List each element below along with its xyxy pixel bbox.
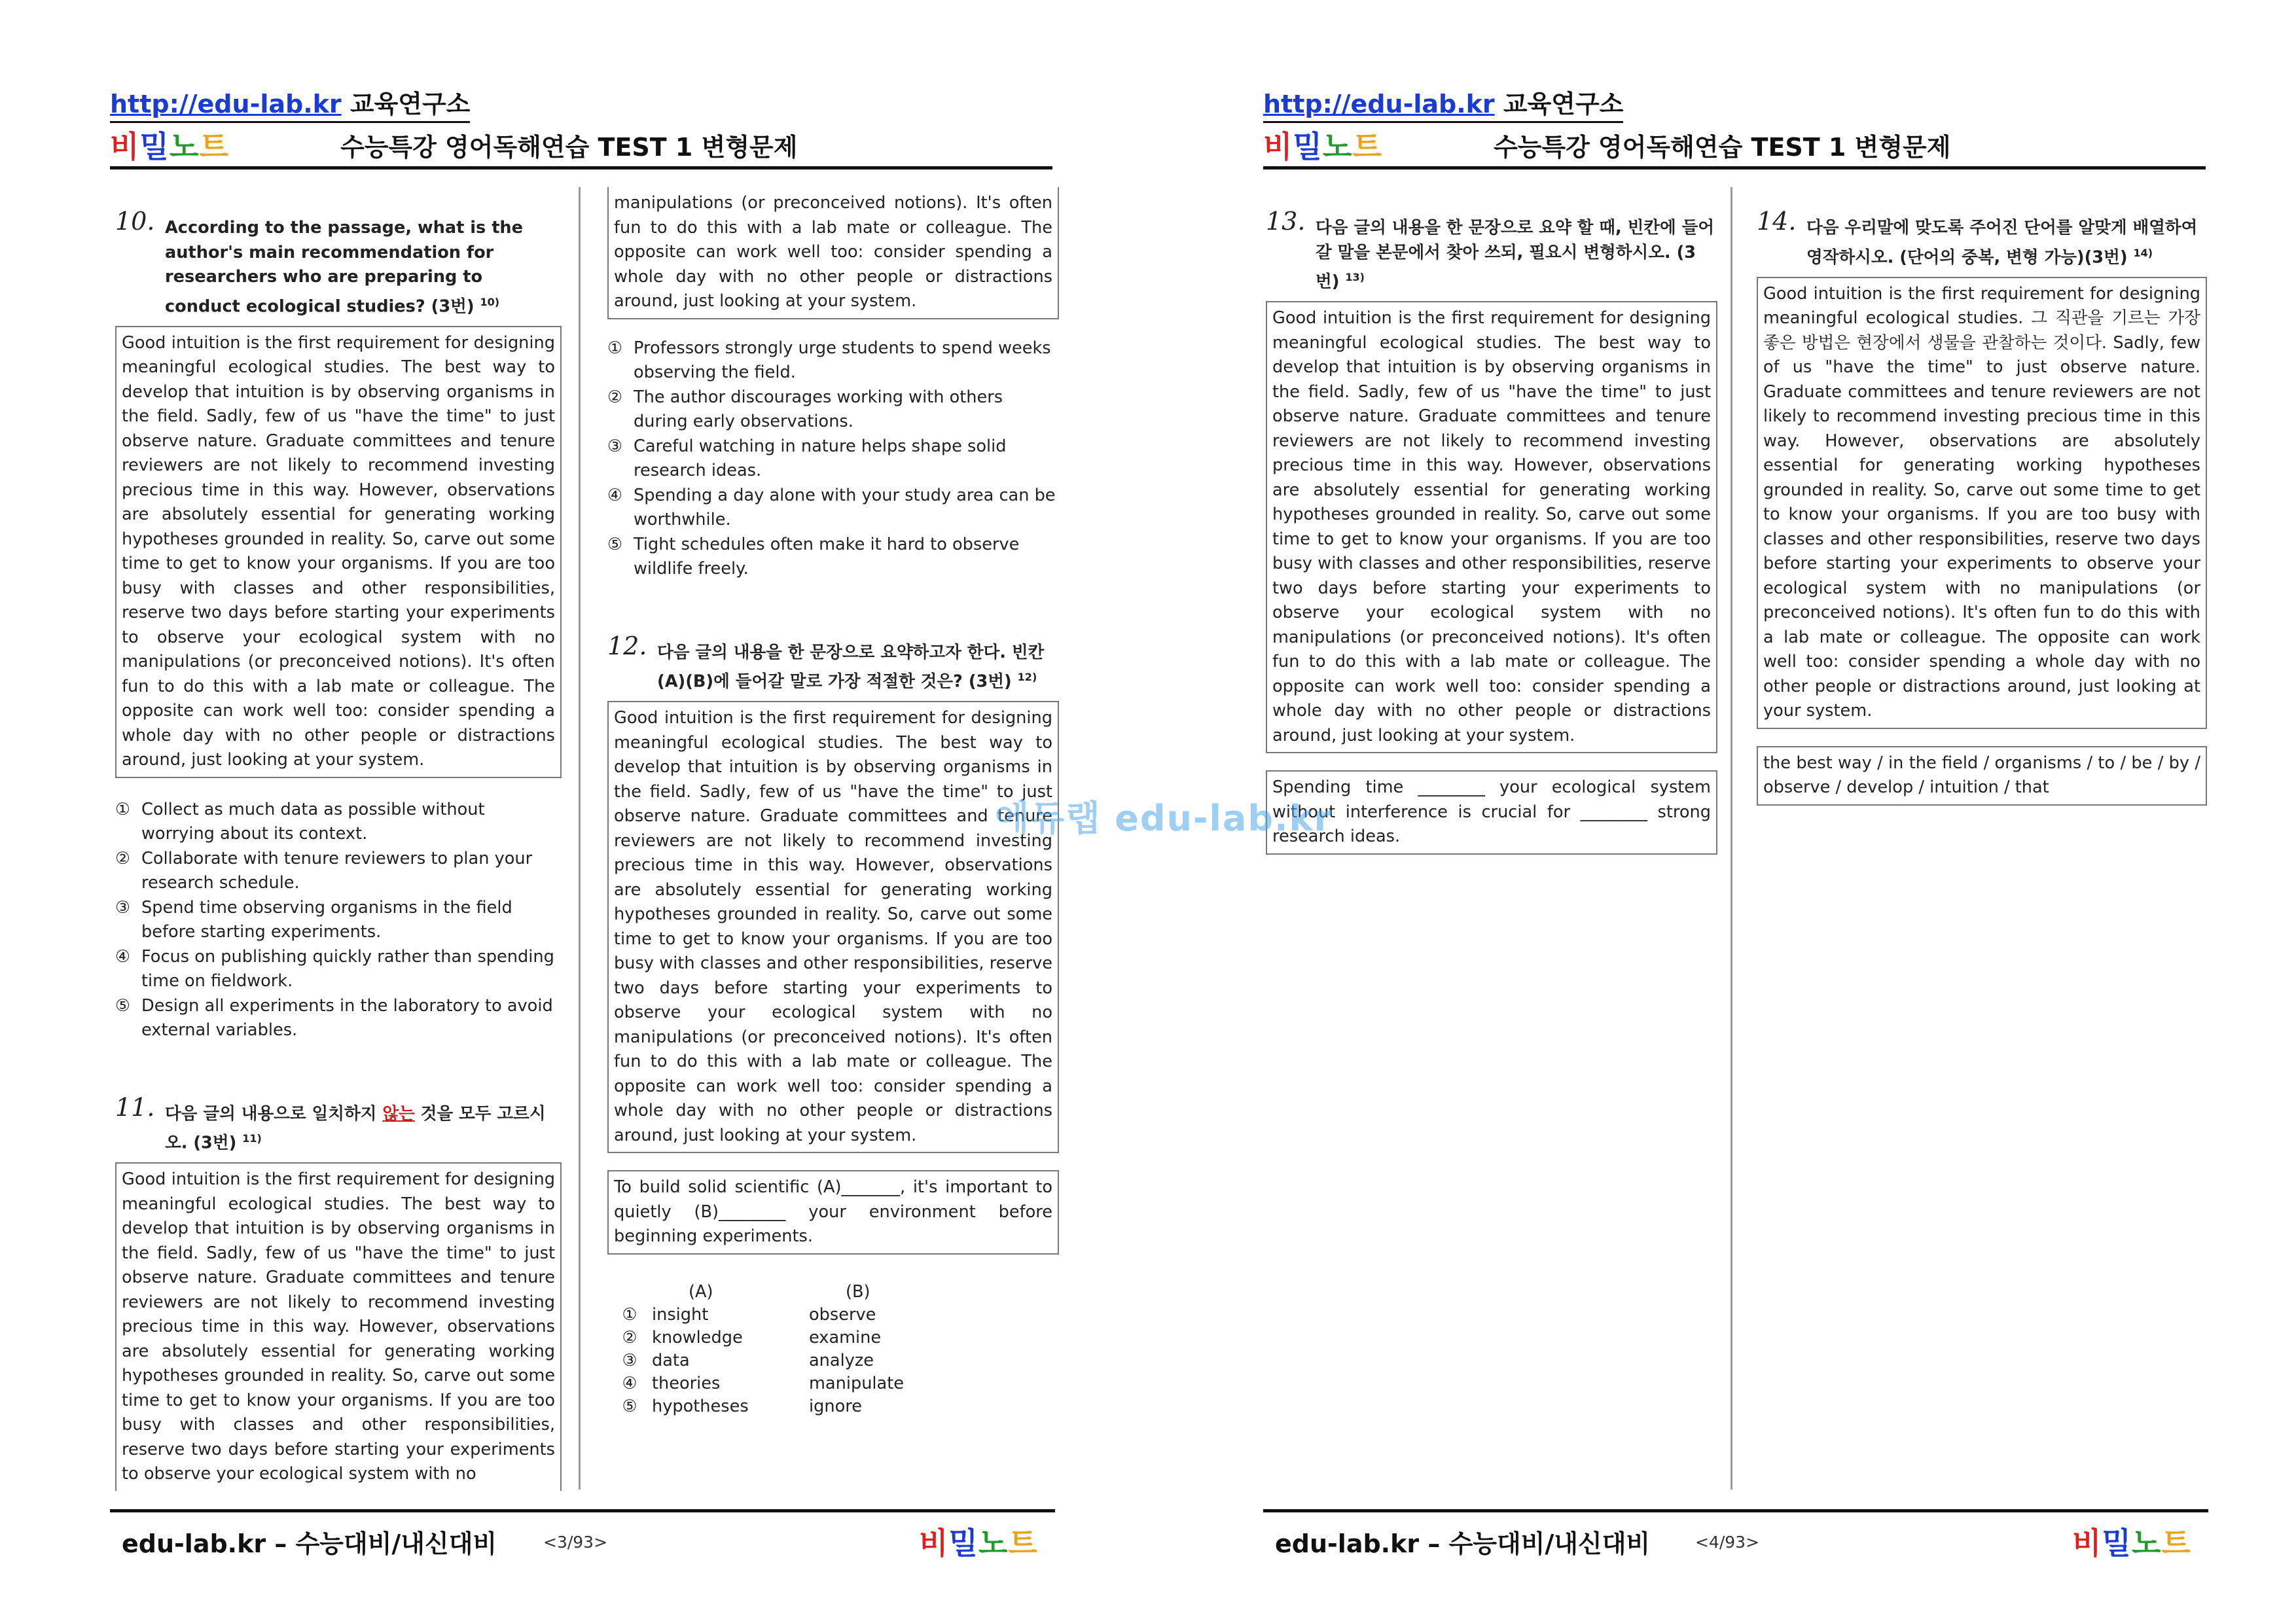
answer-options — [115, 798, 562, 1043]
emphasis-not: 않는 — [382, 1103, 415, 1124]
question-11: 11. 다음 글의 내용으로 일치하지 않는 것을 모두 고르시오. (3번) $^{11)}$ — [115, 1092, 546, 1153]
question-prompt: 다음 글의 내용을 한 문장으로 요약하고자 한다. 빈칸(A)(B)에 들어갈 말로 가장 적절한 것은? (3번) — [657, 642, 1045, 692]
question-prompt: 다음 우리말에 맞도록 주어진 단어를 알맞게 배열하여 영작하시오. (단어의 중복, 변형 가능)(3번) — [1806, 218, 2198, 268]
question-prompt: According to the passage, what is the author's main recommendation for researchers who are preparing to conduct ecological studies? (3번) — [165, 218, 524, 317]
left-column — [1266, 207, 1717, 855]
answer-option[interactable]: ① Collect as much data as possible without worrying about its context. — [115, 799, 485, 844]
column-divider — [1731, 187, 1732, 1489]
footnote-ref: 10) — [480, 295, 500, 308]
passage-box: Good intuition is the first requirement for designing meaningful ecological studies. The best way to develop that intuition is by observing organisms in the field. Sadly, few of us "have the time" to just observe nature. Graduate committees and tenure reviewers are not likely to recommend investing precious time in this way. However, observations are absolutely essential for generating working hypotheses grounded in reality. So, carve out some time to get to know your organisms. If you are too busy with classes and other responsibilities, reserve two days before starting your experiments to observe your ecological system with no manipulations (or preconceived notions). It's often fun to do this with a lab mate or colleague. The opposite can work well too: consider spending a whole day with no other people or distractions around, just looking at your system. — [607, 701, 1059, 1153]
question-number: 10. — [115, 207, 155, 236]
footnote-ref: 14) — [2133, 246, 2153, 259]
answer-options — [607, 336, 1059, 582]
question-12 — [607, 631, 1059, 695]
passage-box: Good intuition is the first requirement for designing meaningful ecological studies. The best way to develop that intuition is by observing organisms in the field. Sadly, few of us "have the time" to just observe nature. Graduate committees and tenure reviewers are not likely to recommend investing precious time in this way. However, observations are absolutely essential for generating working hypotheses grounded in reality. So, carve out some time to get to know your organisms. If you are too busy with classes and other responsibilities, reserve two days before starting your experiments to observe your ecological system with no — [115, 1162, 562, 1491]
brand-logo: 비밀노트 — [110, 129, 229, 164]
question-prompt: 다음 글의 내용을 한 문장으로 요약 할 때, 빈칸에 들어갈 말을 본문에서 찾아 쓰되, 필요시 변형하시오. (3번) — [1316, 218, 1715, 292]
answer-option[interactable]: ③ data analyze — [622, 1350, 874, 1370]
question-number: 13. — [1266, 207, 1306, 236]
answer-option[interactable]: ④ Focus on publishing quickly rather than spending time on fieldwork. — [115, 946, 554, 991]
passage-box: Good intuition is the first requirement for designing meaningful ecological studies. The best way to develop that intuition is by observing organisms in the field. Sadly, few of us "have the time" to just observe nature. Graduate committees and tenure reviewers are not likely to recommend investing precious time in this way. However, observations are absolutely essential for generating working hypotheses grounded in reality. So, carve out some time to get to know your organisms. If you are too busy with classes and other responsibilities, reserve two days before starting your experiments to observe your ecological system with no manipulations (or preconceived notions). It's often fun to do this with a lab mate or colleague. The opposite can work well too: consider spending a whole day with no other people or distractions around, just looking at your system. — [115, 326, 562, 778]
answer-table-header: (A) (B) — [689, 1281, 870, 1302]
footer-site: edu-lab.kr – 수능대비/내신대비 — [1275, 1529, 1651, 1558]
question-number: 11. — [115, 1092, 155, 1122]
header-institute: 교육연구소 — [1503, 90, 1624, 118]
answer-option[interactable]: ① Professors strongly urge students to spend weeks observing the field. — [607, 338, 1051, 382]
footer-site: edu-lab.kr – 수능대비/내신대비 — [122, 1529, 497, 1558]
answer-option[interactable]: ⑤ Tight schedules often make it hard to observe wildlife freely. — [607, 534, 1020, 579]
question-14 — [1757, 207, 2207, 270]
page-number: <4/93> — [1695, 1533, 1760, 1552]
header-divider — [110, 166, 1052, 169]
header-url-line — [1263, 84, 1623, 123]
header-link[interactable]: http://edu-lab.kr — [110, 90, 342, 118]
answer-option[interactable]: ③ Spend time observing organisms in the field before starting experiments. — [115, 897, 512, 942]
page-number: <3/93> — [543, 1533, 608, 1552]
answer-option[interactable]: ④ theories manipulate — [622, 1373, 904, 1393]
footer-divider — [1263, 1509, 2208, 1512]
passage-box: Good intuition is the first requirement for designing meaningful ecological studies. The best way to develop that intuition is by observing organisms in the field. Sadly, few of us "have the time" to just observe nature. Graduate committees and tenure reviewers are not likely to recommend investing precious time in this way. However, observations are absolutely essential for generating working hypotheses grounded in reality. So, carve out some time to get to know your organisms. If you are too busy with classes and other responsibilities, reserve two days before starting your experiments to observe your ecological system with no manipulations (or preconceived notions). It's often fun to do this with a lab mate or colleague. The opposite can work well too: consider spending a whole day with no other people or distractions around, just looking at your system. — [1266, 301, 1717, 753]
answer-option[interactable]: ① insight observe — [622, 1304, 876, 1325]
footnote-ref: 12) — [1017, 671, 1037, 683]
question-number: 14. — [1757, 207, 1797, 236]
answer-option[interactable]: ② knowledge examine — [622, 1327, 882, 1347]
question-number: 12. — [607, 631, 647, 660]
question-10 — [115, 207, 562, 319]
watermark: 에듀랩 edu-lab.kr — [995, 798, 1333, 839]
answer-option[interactable]: ④ Spending a day alone with your study area can be worthwhile. — [607, 485, 1056, 529]
question-13 — [1266, 207, 1717, 294]
header-link[interactable]: http://edu-lab.kr — [1263, 90, 1495, 118]
page-title: 수능특강 영어독해연습 TEST 1 변형문제 — [1494, 133, 1951, 162]
answer-table — [607, 1281, 1059, 1418]
summary-box: Spending time ________ your ecological system without interference is crucial for ________ strong research ideas. — [1266, 770, 1717, 855]
footer-divider — [110, 1509, 1055, 1512]
right-column — [1757, 207, 2207, 806]
header-url-line — [110, 84, 470, 123]
answer-option[interactable]: ⑤ Design all experiments in the laboratory to avoid external variables. — [115, 995, 553, 1041]
answer-option[interactable]: ② Collaborate with tenure reviewers to plan your research schedule. — [115, 848, 533, 893]
brand-logo: 비밀노트 — [1263, 129, 1382, 164]
left-column — [115, 207, 562, 1491]
answer-option[interactable]: ③ Careful watching in nature helps shape solid research ideas. — [607, 436, 1007, 480]
footer-brand-logo: 비밀노트 — [2072, 1525, 2191, 1561]
answer-option[interactable]: ⑤ hypotheses ignore — [622, 1396, 862, 1416]
header-institute: 교육연구소 — [350, 90, 471, 118]
passage-box: Good intuition is the first requirement for designing meaningful ecological studies. 그 직관을 기르는 가장 좋은 방법은 현장에서 생물을 관찰하는 것이다. Sadly, few of us "have the time" to just observe nature. Graduate committees and tenure reviewers are not likely to recommend investing precious time in this way. However, observations are absolutely essential for generating working hypotheses grounded in reality. So, carve out some time to get to know your organisms. If you are too busy with classes and other responsibilities, reserve two days before starting your experiments to observe your ecological system with no manipulations (or preconceived notions). It's often fun to do this with a lab mate or colleague. The opposite can work well too: consider spending a whole day with no other people or distractions around, just looking at your system. — [1757, 277, 2207, 729]
page-title: 수능특강 영어독해연습 TEST 1 변형문제 — [340, 133, 798, 162]
answer-option[interactable]: ② The author discourages working with others during early observations. — [607, 387, 1003, 431]
footnote-ref: 11) — [242, 1132, 262, 1145]
header-divider — [1263, 166, 2206, 169]
footer-brand-logo: 비밀노트 — [919, 1525, 1038, 1561]
right-column — [607, 187, 1059, 1418]
passage-box-continued: manipulations (or preconceived notions). It's often fun to do this with a lab mate or colleague. The opposite can work well too: consider spending a whole day with no other people or distractions around, just looking at your system. — [607, 187, 1059, 319]
column-divider — [579, 187, 581, 1489]
summary-box: To build solid scientific (A)_______, it's important to quietly (B)________ your environment before beginning experiments. — [607, 1170, 1059, 1255]
word-bank-box: the best way / in the field / organisms / to / be / by / observe / develop / intuition / that — [1757, 746, 2207, 806]
footnote-ref: 13) — [1345, 271, 1365, 283]
